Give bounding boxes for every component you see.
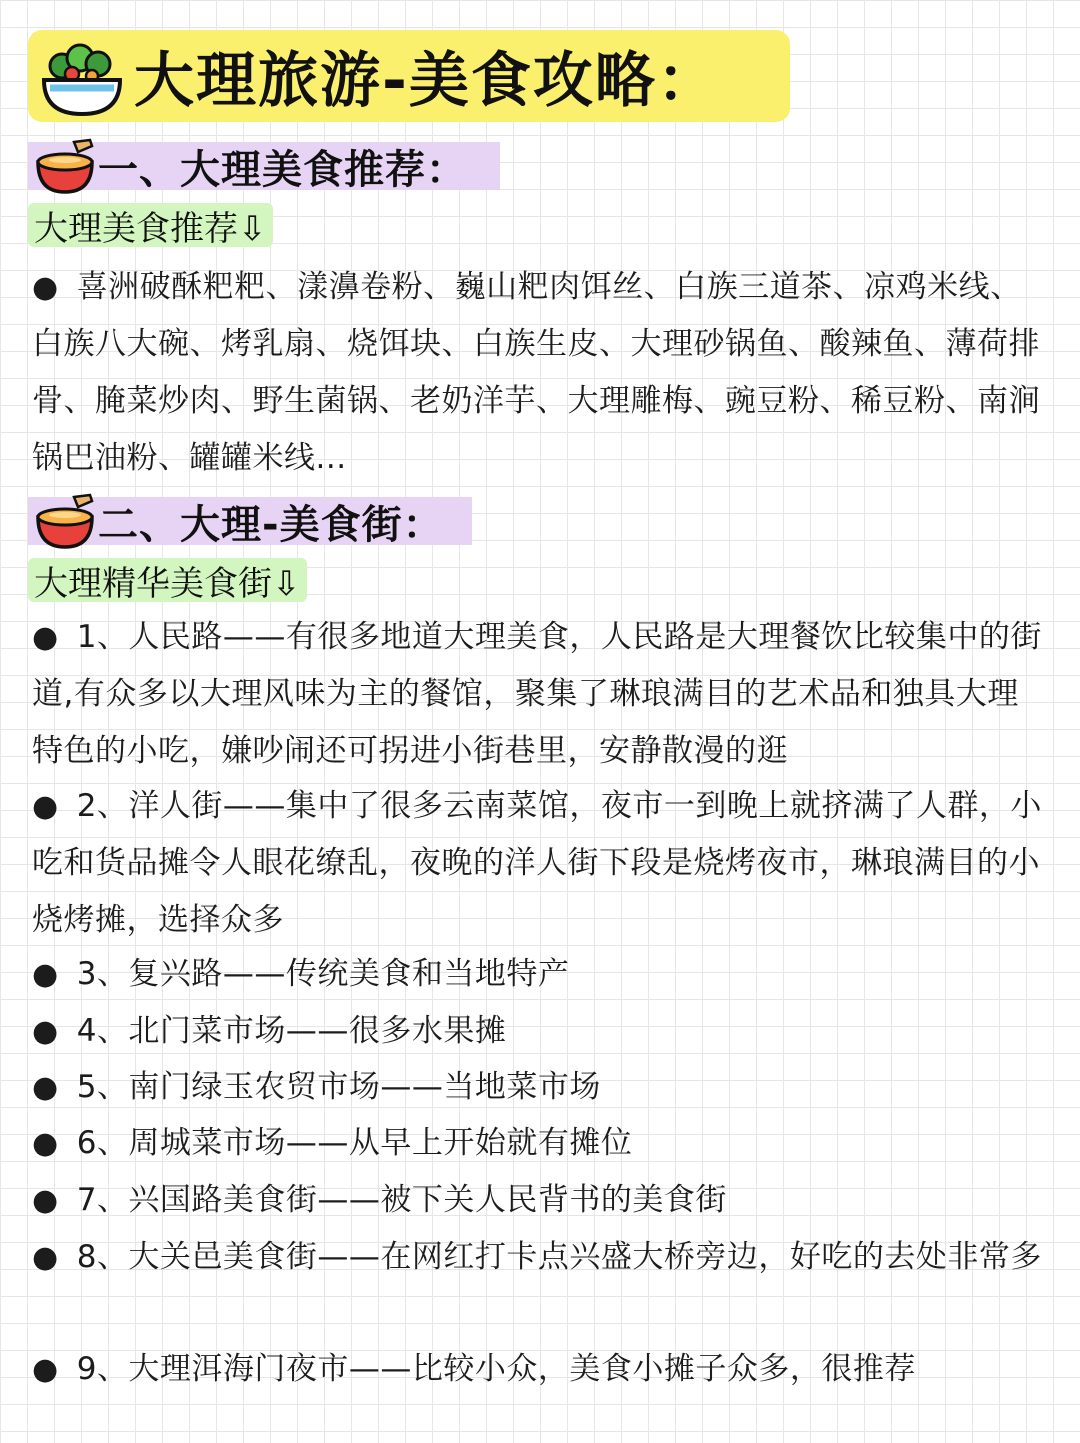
section-heading-text: 二、大理-美食街： — [98, 501, 444, 548]
section-heading-text: 一、大理美食推荐： — [98, 146, 467, 193]
food-list-text: 喜洲破酥粑粑、漾濞卷粉、巍山粑肉饵丝、白族三道茶、凉鸡米线、白族八大碗、烤乳扇、烧饵块、白族生皮、大理砂锅鱼、酸辣鱼、薄荷排骨、腌菜炒肉、野生菌锅、老奶洋芋、大理雕梅、豌豆粉、稀豆粉、南涧锅巴油粉、罐罐米线... — [32, 269, 1040, 476]
list-item-text: 2、洋人街——集中了很多云南菜馆，夜市一到晚上就挤满了人群，小吃和货品摊令人眼花缭乱，夜晚的洋人街下段是烧烤夜市，琳琅满目的小烧烤摊，选择众多 — [32, 788, 1042, 938]
list-item-text: 6、周城菜市场——从早上开始就有摊位 — [76, 1125, 633, 1161]
bullet-mark: ● — [32, 1126, 59, 1161]
list-item-text: 3、复兴路——传统美食和当地特产 — [76, 956, 570, 992]
salad-bowl-icon — [36, 30, 128, 122]
list-item-text: 1、人民路——有很多地道大理美食，人民路是大理餐饮比较集中的街道,有众多以大理风味为主的餐馆，聚集了琳琅满目的艺术品和独具大理特色的小吃，嫌吵闹还可拐进小街巷里，安静散漫的逛 — [32, 619, 1042, 769]
subheading-food-recommend: 大理美食推荐⇩ — [28, 203, 273, 247]
bullet-mark: ● — [32, 789, 59, 824]
list-item — [32, 1003, 1048, 1060]
list-item — [32, 1172, 1048, 1229]
list-item — [32, 946, 1048, 1003]
list-item — [32, 778, 1048, 949]
subheading-food-street: 大理精华美食街⇩ — [28, 558, 307, 602]
list-item — [32, 609, 1048, 780]
section-heading-food — [28, 142, 500, 193]
bullet-mark: ● — [32, 1014, 59, 1049]
bullet-mark: ● — [32, 1183, 59, 1218]
list-item — [32, 1229, 1048, 1286]
list-item — [32, 1115, 1048, 1172]
bullet-mark: ● — [32, 957, 59, 992]
list-item-text: 5、南门绿玉农贸市场——当地菜市场 — [76, 1069, 601, 1105]
bullet-mark: ● — [32, 1070, 59, 1105]
list-item-text: 8、大关邑美食街——在网红打卡点兴盛大桥旁边，好吃的去处非常多 — [76, 1239, 1042, 1275]
bullet-mark: ● — [32, 620, 59, 655]
list-item-text: 4、北门菜市场——很多水果摊 — [76, 1013, 507, 1049]
soup-bowl-icon — [34, 493, 96, 549]
bullet-mark: ● — [32, 270, 59, 305]
list-item — [32, 1059, 1048, 1116]
bullet-mark: ● — [32, 1240, 59, 1275]
list-item-text: 7、兴国路美食街——被下关人民背书的美食街 — [76, 1182, 727, 1218]
list-item-text: 9、大理洱海门夜市——比较小众，美食小摊子众多，很推荐 — [76, 1351, 916, 1387]
list-item — [32, 1341, 1048, 1398]
title-banner — [28, 30, 790, 122]
section-heading-food-street — [28, 497, 472, 548]
soup-bowl-icon — [34, 138, 96, 194]
page-title: 大理旅游-美食攻略： — [134, 46, 719, 116]
bullet-mark: ● — [32, 1352, 59, 1387]
food-list-paragraph — [32, 259, 1048, 487]
